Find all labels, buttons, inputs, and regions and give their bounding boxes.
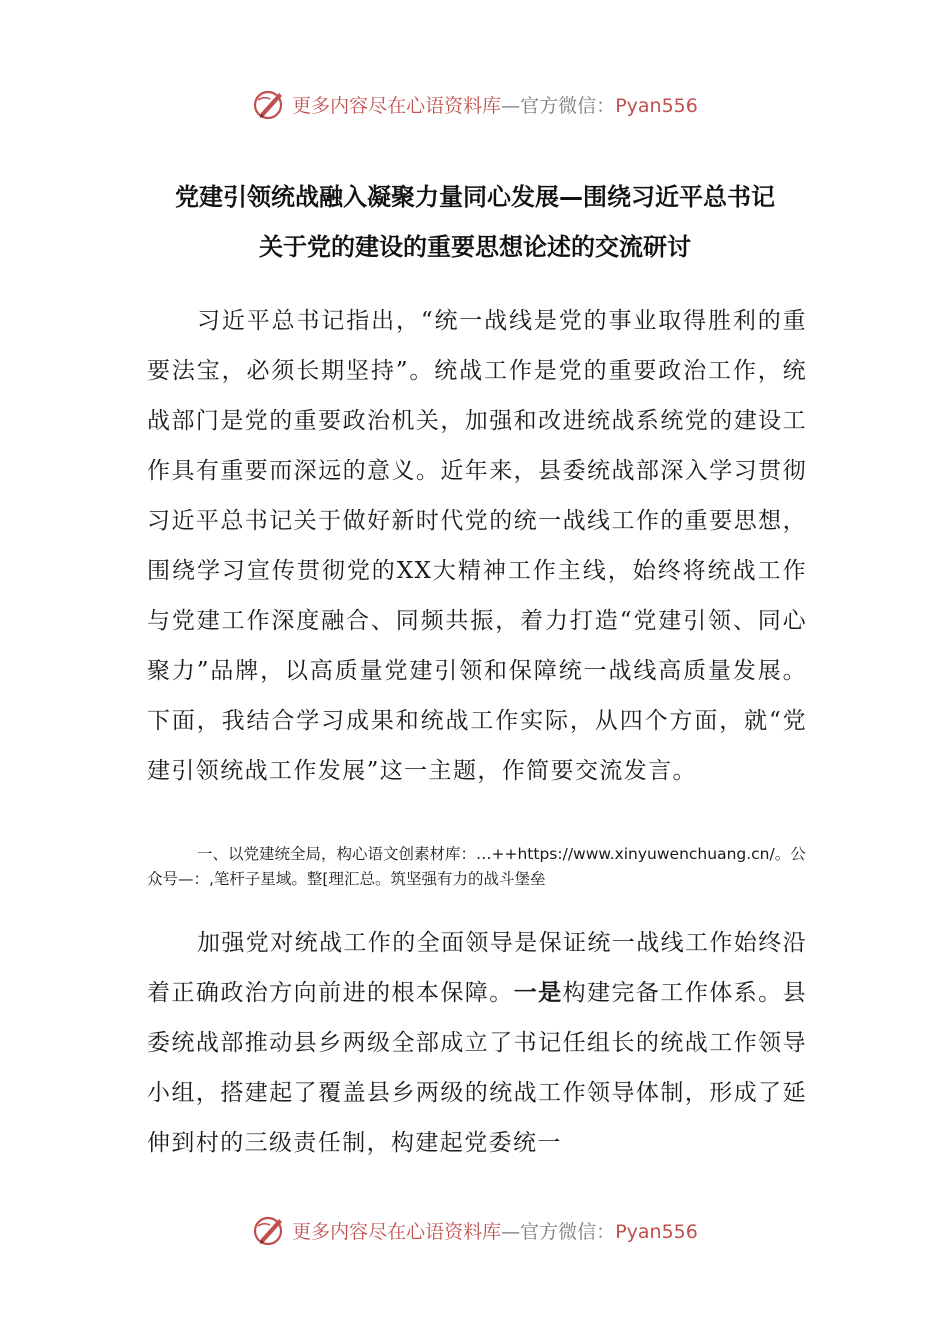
- para2-lead: 一是: [513, 980, 563, 1006]
- banner-wechat-id: Pyan556: [615, 94, 698, 117]
- para2-rest: 构建完备工作体系。县委统战部推动县乡两级全部成立了书记任组长的统战工作领导小组，搭建起了覆盖县乡两级的统战工作领导体制，形成了延伸到村的三级责任制，构建起党委统一: [147, 980, 808, 1156]
- pen-logo-icon: [252, 86, 288, 122]
- banner-official-label: 官方微信：: [520, 1220, 616, 1243]
- body-paragraph-2-block: [147, 918, 807, 1168]
- body-paragraph-1-block: [147, 296, 807, 796]
- body-paragraph-1: 习近平总书记指出，“统一战线是党的事业取得胜利的重要法宝，必须长期坚持”。统战工作是党的重要政治工作，统战部门是党的重要政治机关，加强和改进统战系统党的建设工作具有重要而深远的意义。近年来，县委统战部深入学习贯彻习近平总书记关于做好新时代党的统一战线工作的重要思想，围绕学习宣传贯彻党的XX大精神工作主线，始终将统战工作与党建工作深度融合、同频共振，着力打造“党建引领、同心聚力”品牌，以高质量党建引领和保障统一战线高质量发展。下面，我结合学习成果和统战工作实际，从四个方面，就“党建引领统战工作发展”这一主题，作简要交流发言。: [147, 308, 807, 784]
- banner-text: [292, 1217, 698, 1244]
- banner-wechat-id: Pyan556: [615, 1220, 698, 1243]
- banner-official-label: 官方微信：: [520, 94, 616, 117]
- para2-start: 加强党对统战工作的全面领导是保证统一战线工作始终沿着正确政治方向前进的根本保障。: [147, 930, 807, 1006]
- document-title-line2: 关于党的建设的重要思想论述的交流研讨: [259, 233, 691, 261]
- banner-text: [292, 91, 698, 118]
- banner-dash: —: [501, 1220, 521, 1243]
- document-title-line1: 党建引领统战融入凝聚力量同心发展—围绕习近平总书记: [175, 183, 775, 211]
- section-1-heading: 一、以党建统全局，构心语文创素材库：…++https://www.xinyuwenchuang.cn/。公众号—：,笔杆子星域。整[理汇总。筑坚强有力的战斗堡垒: [147, 845, 806, 888]
- header-banner: [0, 80, 950, 128]
- footer-banner: [0, 1206, 950, 1254]
- pen-logo-icon: [252, 1212, 288, 1248]
- banner-brand: 更多内容尽在心语资料库: [292, 94, 502, 117]
- banner-dash: —: [501, 94, 521, 117]
- body-paragraph-2: [147, 918, 807, 1168]
- banner-brand: 更多内容尽在心语资料库: [292, 1220, 502, 1243]
